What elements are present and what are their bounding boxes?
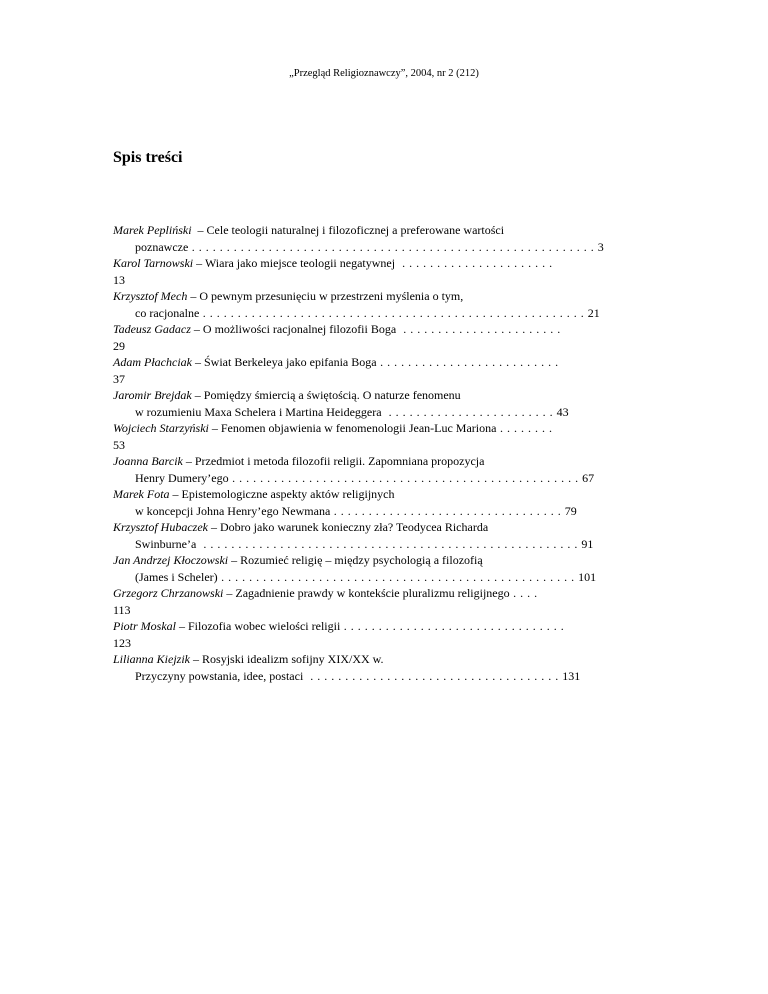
toc-page-number: 101 xyxy=(578,569,597,584)
toc-entry-continuation xyxy=(113,536,594,553)
toc-separator: – xyxy=(228,553,241,567)
toc-author: Tadeusz Gadacz xyxy=(113,322,191,336)
toc-author: Lilianna Kiejzik xyxy=(113,652,191,666)
toc-separator: – xyxy=(187,289,200,303)
page-title: Spis treści xyxy=(113,149,183,166)
toc-entry-continuation xyxy=(113,503,585,520)
toc-entry-first-line xyxy=(113,585,585,602)
toc-leader-dots: . . . . . . . . . . . . . . . . . . . . . . . . xyxy=(381,404,557,419)
toc-title: Fenomen objawienia w fenomenologii Jean-Luc Mariona xyxy=(220,421,497,435)
toc-page-line xyxy=(113,272,585,289)
toc-separator: – xyxy=(190,322,203,336)
toc-entry xyxy=(113,321,585,354)
toc-leader-dots: . . . . . . . . . . . . . . . . . . . . . . . . . . . . . . . . . . . . . . . . . . . . . . . . . . . xyxy=(217,569,579,584)
toc-leader-dots: . . . . . . . . . . . . . . . . . . . . . . . . . . . . . . . . . xyxy=(330,503,565,518)
toc-entry-first-line xyxy=(113,222,585,239)
toc-author: Adam Płachciak xyxy=(113,355,192,369)
toc-entry-first-line xyxy=(113,453,585,470)
toc-entry xyxy=(113,552,597,585)
toc-entry xyxy=(113,255,585,288)
toc-author: Marek Pepliński xyxy=(113,223,192,237)
toc-title: Pomiędzy śmiercią a świętością. O naturze fenomenu xyxy=(203,388,461,402)
toc-entry xyxy=(113,519,594,552)
toc-author: Jan Andrzej Kłoczowski xyxy=(113,553,229,567)
toc-leader-dots: . . . . . . . . . . . . . . . . . . . . . . . . . . xyxy=(376,355,563,369)
toc-separator: – xyxy=(191,355,204,369)
toc-title: Rosyjski idealizm sofijny XIX/XX w. xyxy=(202,652,384,666)
toc-page-number: 131 xyxy=(562,668,581,683)
toc-title: Świat Berkeleya jako epifania Boga xyxy=(203,355,377,369)
toc-entry-continuation xyxy=(113,470,595,487)
toc-leader-dots: . . . . . . . . . . . . . . . . . . . . . . xyxy=(395,256,557,270)
toc-title-continuation: Przyczyny powstania, idee, postaci xyxy=(135,668,304,683)
toc-entry xyxy=(113,222,604,255)
toc-page-number: 3 xyxy=(597,239,604,254)
toc-title: Cele teologii naturalnej i filozoficznej a preferowane wartości xyxy=(206,223,505,237)
toc-title-continuation: w koncepcji Johna Henry’ego Newmana xyxy=(135,503,331,518)
toc-entry-continuation xyxy=(113,668,585,685)
toc-title: Przedmiot i metoda filozofii religii. Zapomniana propozycja xyxy=(194,454,485,468)
toc-entry-continuation xyxy=(113,404,585,421)
toc-leader-dots: . . . . . . . . xyxy=(496,421,556,435)
toc-entry-first-line xyxy=(113,288,585,305)
toc-separator: – xyxy=(193,256,205,270)
toc-entry xyxy=(113,651,585,684)
toc-author: Jaromir Brejdak xyxy=(113,388,192,402)
toc-title: Rozumieć religię – między psychologią a filozofią xyxy=(240,553,483,567)
toc-author: Krzysztof Hubaczek xyxy=(113,520,208,534)
toc-leader-dots: . . . . . . . . . . . . . . . . . . . . . . . . . . . . . . . . . . . . . . . . . . . . . . . . . . . . . . xyxy=(196,536,582,551)
toc-title: Wiara jako miejsce teologii negatywnej xyxy=(204,256,396,270)
toc-leader-dots: . . . . . . . . . . . . . . . . . . . . . . . . . . . . . . . . xyxy=(340,619,568,633)
toc-page-line xyxy=(113,437,585,454)
toc-page-number: 21 xyxy=(587,305,600,320)
table-of-contents xyxy=(113,222,604,684)
toc-page-number: 91 xyxy=(581,536,594,551)
toc-separator: – xyxy=(190,652,203,666)
toc-title: O możliwości racjonalnej filozofii Boga xyxy=(202,322,397,336)
toc-entry-first-line xyxy=(113,387,585,404)
toc-leader-dots: . . . . . . . . . . . . . . . . . . . . . . . . . . . . . . . . . . . . . . . . . . . . . . . . . . . . . . . . . . xyxy=(188,239,598,254)
toc-entry-first-line xyxy=(113,255,585,272)
toc-title-continuation: (James i Scheler) xyxy=(135,569,218,584)
toc-separator: – xyxy=(169,487,182,501)
toc-page-number: 113 xyxy=(113,602,131,617)
toc-entry xyxy=(113,486,585,519)
toc-author: Piotr Moskal xyxy=(113,619,176,633)
toc-title: O pewnym przesunięciu w przestrzeni myślenia o tym, xyxy=(199,289,464,303)
toc-entry xyxy=(113,420,585,453)
toc-entry-first-line xyxy=(113,354,585,371)
toc-author: Krzysztof Mech xyxy=(113,289,188,303)
toc-entry-first-line xyxy=(113,486,585,503)
toc-page-number: 37 xyxy=(113,371,125,386)
toc-entry xyxy=(113,288,600,321)
toc-title-continuation: w rozumieniu Maxa Schelera i Martina Heideggera xyxy=(135,404,382,419)
toc-entry xyxy=(113,585,585,618)
toc-separator: – xyxy=(176,619,188,633)
toc-title-continuation: co racjonalne xyxy=(135,305,200,320)
toc-separator: – xyxy=(208,520,220,534)
toc-separator: – xyxy=(182,454,195,468)
toc-entry-first-line xyxy=(113,321,585,338)
toc-entry xyxy=(113,453,595,486)
toc-page-line xyxy=(113,635,585,652)
toc-author: Karol Tarnowski xyxy=(113,256,194,270)
toc-entry xyxy=(113,618,585,651)
toc-leader-dots: . . . . xyxy=(509,586,542,600)
toc-author: Wojciech Starzyński xyxy=(113,421,209,435)
toc-page-line xyxy=(113,371,585,388)
toc-author: Joanna Barcik xyxy=(113,454,183,468)
toc-leader-dots: . . . . . . . . . . . . . . . . . . . . . . . . . . . . . . . . . . . . . . . . . . . . . . . . . . . . . . . xyxy=(199,305,588,320)
toc-title-continuation: Swinburne’a xyxy=(135,536,197,551)
toc-entry-continuation xyxy=(113,239,604,256)
toc-page-number: 53 xyxy=(113,437,125,452)
toc-separator: – xyxy=(191,223,207,237)
toc-entry-first-line xyxy=(113,552,585,569)
toc-page-number: 67 xyxy=(582,470,595,485)
toc-page-number: 79 xyxy=(564,503,577,518)
toc-title: Zagadnienie prawdy w kontekście pluralizmu religijnego xyxy=(235,586,510,600)
toc-separator: – xyxy=(208,421,221,435)
toc-title-continuation: Henry Dumery’ego xyxy=(135,470,229,485)
toc-title: Dobro jako warunek konieczny zła? Teodycea Richarda xyxy=(220,520,489,534)
toc-page-line xyxy=(113,338,585,355)
toc-leader-dots: . . . . . . . . . . . . . . . . . . . . . . . . . . . . . . . . . . . . xyxy=(303,668,563,683)
toc-author: Marek Fota xyxy=(113,487,170,501)
toc-entry xyxy=(113,354,585,387)
toc-page-number: 29 xyxy=(113,338,125,353)
toc-entry-continuation xyxy=(113,305,600,322)
toc-separator: – xyxy=(191,388,204,402)
toc-title-continuation: poznawcze xyxy=(135,239,189,254)
toc-entry-first-line xyxy=(113,651,585,668)
toc-entry-first-line xyxy=(113,420,585,437)
toc-entry xyxy=(113,387,585,420)
toc-page-number: 43 xyxy=(556,404,569,419)
toc-separator: – xyxy=(223,586,236,600)
toc-entry-first-line xyxy=(113,618,585,635)
toc-entry-continuation xyxy=(113,569,597,586)
toc-page-number: 13 xyxy=(113,272,125,287)
toc-author: Grzegorz Chrzanowski xyxy=(113,586,224,600)
journal-header: „Przegląd Religioznawczy”, 2004, nr 2 (212) xyxy=(289,68,479,79)
toc-entry-first-line xyxy=(113,519,585,536)
toc-leader-dots: . . . . . . . . . . . . . . . . . . . . . . . xyxy=(396,322,565,336)
toc-page-line xyxy=(113,602,585,619)
toc-title: Epistemologiczne aspekty aktów religijnych xyxy=(181,487,395,501)
toc-page-number: 123 xyxy=(113,635,131,650)
toc-title: Filozofia wobec wielości religii xyxy=(188,619,341,633)
toc-leader-dots: . . . . . . . . . . . . . . . . . . . . . . . . . . . . . . . . . . . . . . . . . . . . . . . . . . xyxy=(228,470,583,485)
